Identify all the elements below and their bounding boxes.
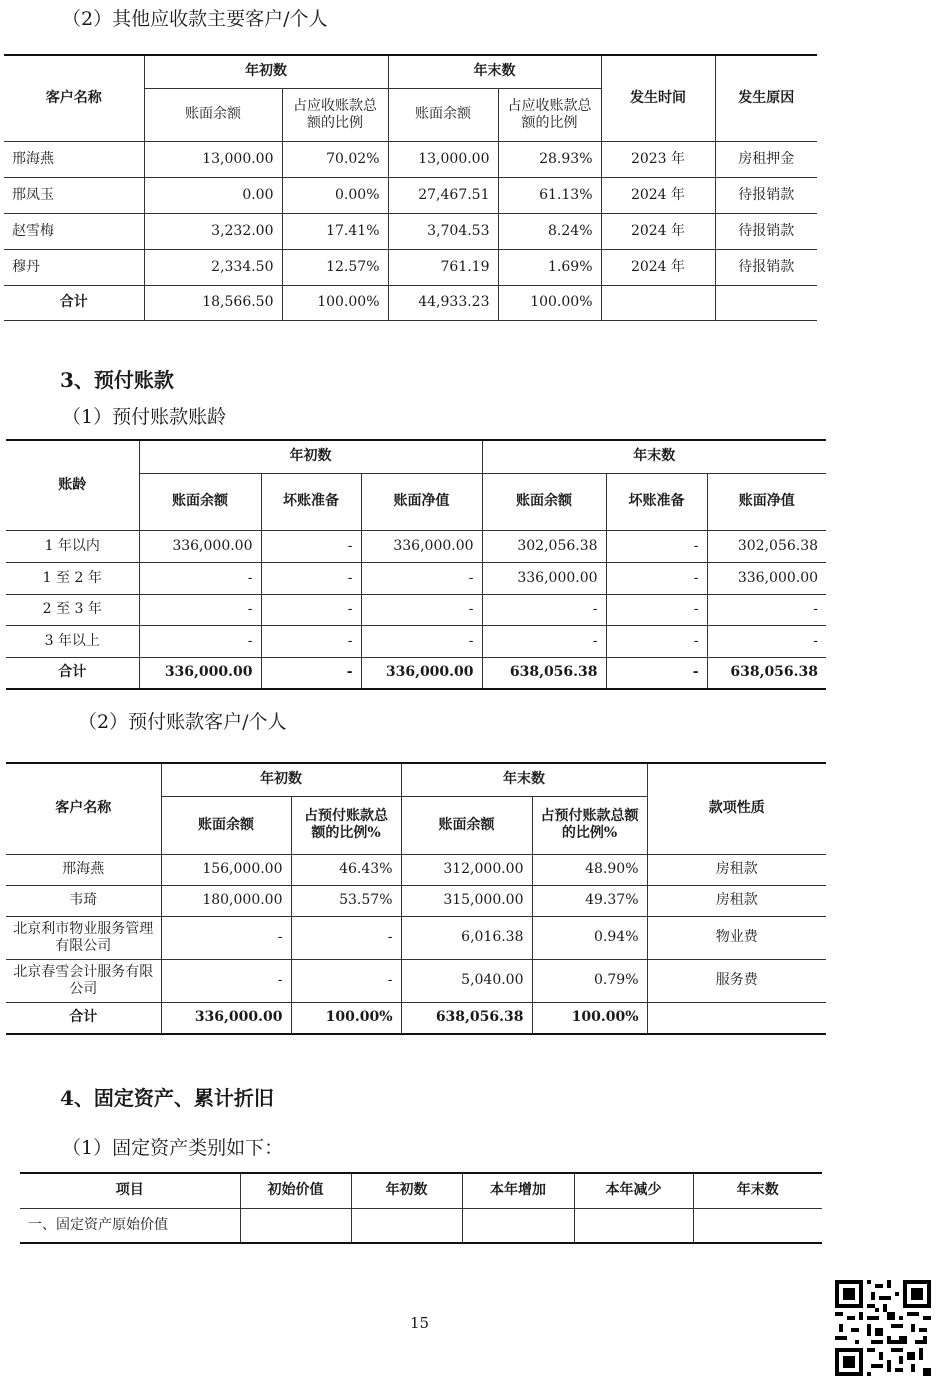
cell-begin-bad-debt: - [261,530,361,562]
cell-total-begin-ratio: 100.00% [291,1002,401,1034]
col-begin-balance: 账面余额 [139,473,261,530]
cell-total-nature [647,1002,826,1034]
col-customer-name: 客户名称 [4,55,144,141]
col-end-ratio: 占应收账款总额的比例 [498,88,601,141]
cell-total-begin-balance: 336,000.00 [161,1002,291,1034]
cell-begin-net: 336,000.00 [361,530,482,562]
cell-time: 2024 年 [601,249,715,285]
col-end-year: 年末数 [482,440,826,473]
cell-aging: 1 年以内 [6,530,139,562]
cell-total-end-ratio: 100.00% [498,285,601,320]
cell-begin-bad-debt: - [261,562,361,594]
prepayments-customer-heading: （2）预付账款客户/个人 [78,711,287,733]
table-row [6,854,826,885]
cell-aging: 1 至 2 年 [6,562,139,594]
cell-nature: 房租款 [647,885,826,916]
cell-aging: 2 至 3 年 [6,594,139,625]
cell-end-balance: 6,016.38 [401,916,532,959]
total-row [6,1002,826,1034]
cell-name: 邢凤玉 [4,177,144,213]
cell-begin-ratio: - [291,959,401,1002]
cell-end-net: - [707,625,826,657]
cell-reason: 待报销款 [715,213,817,249]
table-row [4,141,817,177]
cell-total-end-bad-debt: - [606,657,707,689]
cell-end-ratio: 28.93% [498,141,601,177]
col-end-year: 年末数 [388,55,601,88]
col-end-balance: 账面余额 [482,473,606,530]
cell-begin-balance: 180,000.00 [161,885,291,916]
cell-total-time [601,285,715,320]
cell-end-balance: - [482,625,606,657]
col-occurrence-reason: 发生原因 [715,55,817,141]
cell-reason: 房租押金 [715,141,817,177]
cell-aging: 3 年以上 [6,625,139,657]
cell-begin-balance: 13,000.00 [144,141,282,177]
col-decrease: 本年减少 [574,1173,693,1208]
cell-end-net: 302,056.38 [707,530,826,562]
cell-begin-balance: - [139,562,261,594]
cell-end-balance: 13,000.00 [388,141,498,177]
col-occurrence-time: 发生时间 [601,55,715,141]
cell-name: 穆丹 [4,249,144,285]
cell-reason: 待报销款 [715,177,817,213]
cell-end-balance: - [482,594,606,625]
other-receivables-heading: （2）其他应收款主要客户/个人 [62,8,328,30]
prepayments-aging-heading: （1）预付账款账龄 [62,406,227,428]
cell-end-balance: 5,040.00 [401,959,532,1002]
cell-end-ratio: 49.37% [532,885,647,916]
cell-name: 韦琦 [6,885,161,916]
cell-nature: 房租款 [647,854,826,885]
cell-increase [462,1208,574,1243]
cell-total-end-balance: 638,056.38 [482,657,606,689]
col-begin-year: 年初数 [161,763,401,796]
col-begin-year: 年初数 [144,55,388,88]
cell-end-balance: 336,000.00 [482,562,606,594]
cell-name: 邢海燕 [6,854,161,885]
cell-end-ratio: 48.90% [532,854,647,885]
col-begin-year: 年初数 [139,440,482,473]
col-begin-ratio: 占预付账款总额的比例% [291,796,401,854]
cell-begin-ratio: 46.43% [291,854,401,885]
cell-end-balance: 3,704.53 [388,213,498,249]
cell-begin-balance: - [161,916,291,959]
cell-total-label: 合计 [4,285,144,320]
col-end-balance: 账面余额 [401,796,532,854]
cell-end-ratio: 61.13% [498,177,601,213]
cell-begin-balance: 3,232.00 [144,213,282,249]
table-row [6,625,826,657]
col-begin-balance: 账面余额 [144,88,282,141]
total-row [4,285,817,320]
col-end-balance: 账面余额 [388,88,498,141]
cell-end-year [693,1208,822,1243]
table-row [20,1208,822,1243]
cell-begin-ratio: 0.00% [282,177,388,213]
cell-end-bad-debt: - [606,562,707,594]
cell-name: 北京利市物业服务管理有限公司 [6,916,161,959]
cell-name: 赵雪梅 [4,213,144,249]
col-increase: 本年增加 [462,1173,574,1208]
cell-begin-balance: - [139,625,261,657]
cell-nature: 物业费 [647,916,826,959]
cell-end-ratio: 0.94% [532,916,647,959]
cell-total-begin-net: 336,000.00 [361,657,482,689]
total-row [6,657,826,689]
cell-total-end-net: 638,056.38 [707,657,826,689]
cell-decrease [574,1208,693,1243]
cell-end-balance: 312,000.00 [401,854,532,885]
cell-total-begin-ratio: 100.00% [282,285,388,320]
col-end-year: 年末数 [693,1173,822,1208]
page-number: 15 [410,1314,430,1332]
prepayments-customer-table [6,762,826,1035]
cell-begin-balance: - [161,959,291,1002]
cell-begin-bad-debt: - [261,625,361,657]
cell-total-end-balance: 638,056.38 [401,1002,532,1034]
cell-total-end-balance: 44,933.23 [388,285,498,320]
col-end-bad-debt: 坏账准备 [606,473,707,530]
col-original-value: 初始价值 [240,1173,351,1208]
col-item: 项目 [20,1173,240,1208]
col-begin-year: 年初数 [351,1173,462,1208]
cell-begin-balance: 336,000.00 [139,530,261,562]
cell-total-label: 合计 [6,657,139,689]
table-row [6,885,826,916]
qr-code-icon [835,1280,931,1376]
cell-end-balance: 302,056.38 [482,530,606,562]
fixed-assets-category-heading: （1）固定资产类别如下： [62,1137,284,1159]
cell-end-bad-debt: - [606,625,707,657]
col-begin-ratio: 占应收账款总额的比例 [282,88,388,141]
cell-time: 2024 年 [601,213,715,249]
cell-begin-ratio: - [291,916,401,959]
cell-begin-net: - [361,594,482,625]
cell-total-label: 合计 [6,1002,161,1034]
cell-begin-ratio: 12.57% [282,249,388,285]
cell-end-balance: 761.19 [388,249,498,285]
col-begin-bad-debt: 坏账准备 [261,473,361,530]
col-end-ratio: 占预付账款总额的比例% [532,796,647,854]
cell-begin-year [351,1208,462,1243]
cell-nature: 服务费 [647,959,826,1002]
cell-reason: 待报销款 [715,249,817,285]
table-row [4,213,817,249]
table-row [6,959,826,1002]
fixed-assets-heading: 4、固定资产、累计折旧 [60,1086,274,1110]
col-end-year: 年末数 [401,763,647,796]
cell-begin-net: - [361,562,482,594]
cell-total-reason [715,285,817,320]
cell-end-ratio: 8.24% [498,213,601,249]
cell-end-ratio: 0.79% [532,959,647,1002]
table-row [4,249,817,285]
cell-end-balance: 27,467.51 [388,177,498,213]
cell-time: 2023 年 [601,141,715,177]
cell-item: 一、固定资产原始价值 [20,1208,240,1243]
col-begin-balance: 账面余额 [161,796,291,854]
cell-begin-ratio: 70.02% [282,141,388,177]
cell-original-value [240,1208,351,1243]
fixed-assets-table [20,1172,822,1244]
cell-time: 2024 年 [601,177,715,213]
cell-begin-ratio: 53.57% [291,885,401,916]
cell-begin-bad-debt: - [261,594,361,625]
cell-begin-ratio: 17.41% [282,213,388,249]
cell-end-bad-debt: - [606,530,707,562]
cell-end-ratio: 1.69% [498,249,601,285]
col-begin-net: 账面净值 [361,473,482,530]
prepayments-aging-table [6,439,826,690]
cell-begin-balance: 156,000.00 [161,854,291,885]
cell-end-balance: 315,000.00 [401,885,532,916]
cell-begin-balance: 2,334.50 [144,249,282,285]
other-receivables-table [4,54,817,321]
cell-name: 北京春雪会计服务有限公司 [6,959,161,1002]
table-row [6,562,826,594]
cell-total-begin-balance: 18,566.50 [144,285,282,320]
cell-begin-balance: - [139,594,261,625]
col-aging: 账龄 [6,440,139,530]
table-row [6,594,826,625]
cell-end-bad-debt: - [606,594,707,625]
cell-end-net: - [707,594,826,625]
col-nature: 款项性质 [647,763,826,854]
table-row [4,177,817,213]
cell-total-begin-bad-debt: - [261,657,361,689]
table-row [6,916,826,959]
cell-end-net: 336,000.00 [707,562,826,594]
cell-begin-net: - [361,625,482,657]
col-customer-name: 客户名称 [6,763,161,854]
cell-name: 邢海燕 [4,141,144,177]
col-end-net: 账面净值 [707,473,826,530]
prepayments-heading: 3、预付账款 [60,368,174,392]
cell-begin-balance: 0.00 [144,177,282,213]
cell-total-begin-balance: 336,000.00 [139,657,261,689]
cell-total-end-ratio: 100.00% [532,1002,647,1034]
table-row [6,530,826,562]
